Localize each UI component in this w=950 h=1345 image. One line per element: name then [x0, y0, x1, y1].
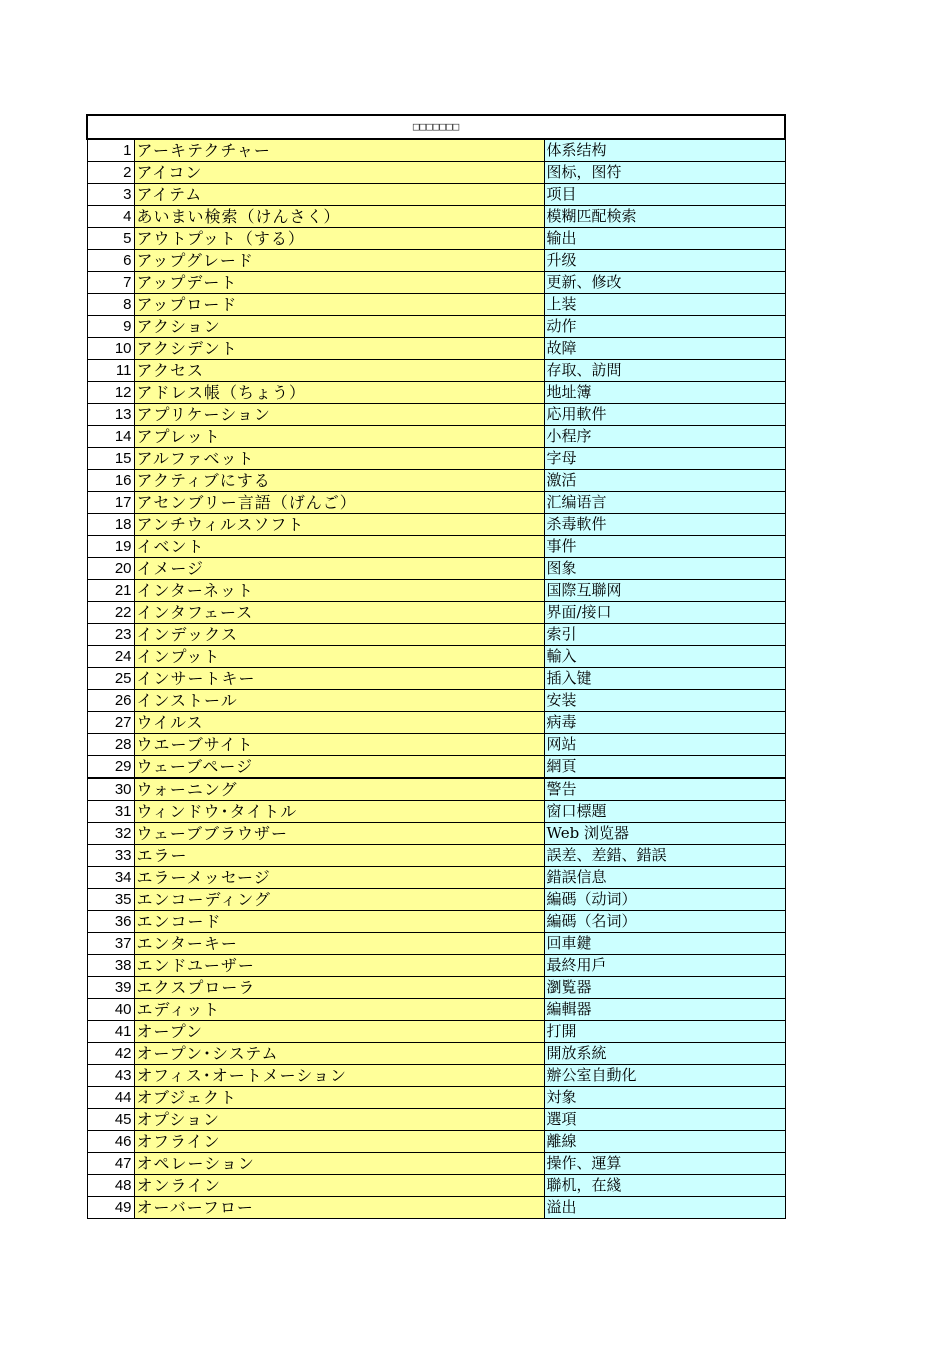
japanese-term-cell: ウエーブサイト: [134, 734, 544, 756]
row-number-cell: 25: [87, 668, 134, 690]
row-number-cell: 7: [87, 272, 134, 294]
chinese-term-cell: 事件: [544, 536, 785, 558]
japanese-term-cell: アドレス帳（ちょう）: [134, 382, 544, 404]
japanese-term-cell: オフライン: [134, 1131, 544, 1153]
chinese-term-cell: 誤差、差錯、錯誤: [544, 845, 785, 867]
japanese-term-cell: アーキテクチャー: [134, 139, 544, 162]
chinese-term-cell: 回車鍵: [544, 933, 785, 955]
chinese-term-cell: 応用軟件: [544, 404, 785, 426]
row-number-cell: 5: [87, 228, 134, 250]
table-row: [87, 646, 785, 668]
japanese-term-cell: ウェーブブラウザー: [134, 823, 544, 845]
chinese-term-cell: 字母: [544, 448, 785, 470]
japanese-term-cell: エラーメッセージ: [134, 867, 544, 889]
table-row: [87, 911, 785, 933]
japanese-term-cell: インサートキー: [134, 668, 544, 690]
title-row: [87, 115, 785, 139]
table-row: [87, 162, 785, 184]
japanese-term-cell: インタフェース: [134, 602, 544, 624]
row-number-cell: 47: [87, 1153, 134, 1175]
table-row: [87, 1175, 785, 1197]
japanese-term-cell: インデックス: [134, 624, 544, 646]
japanese-term-cell: オブジェクト: [134, 1087, 544, 1109]
japanese-term-cell: アップデート: [134, 272, 544, 294]
row-number-cell: 1: [87, 139, 134, 162]
table-row: [87, 955, 785, 977]
table-row: [87, 624, 785, 646]
table-row: [87, 316, 785, 338]
row-number-cell: 48: [87, 1175, 134, 1197]
row-number-cell: 24: [87, 646, 134, 668]
japanese-term-cell: インターネット: [134, 580, 544, 602]
row-number-cell: 2: [87, 162, 134, 184]
japanese-term-cell: エラー: [134, 845, 544, 867]
glossary-table-body: [87, 115, 785, 1219]
table-row: [87, 580, 785, 602]
table-row: [87, 933, 785, 955]
chinese-term-cell: 动作: [544, 316, 785, 338]
table-row: [87, 184, 785, 206]
table-row: [87, 889, 785, 911]
row-number-cell: 30: [87, 778, 134, 801]
table-row: [87, 823, 785, 845]
chinese-term-cell: 升级: [544, 250, 785, 272]
row-number-cell: 26: [87, 690, 134, 712]
row-number-cell: 16: [87, 470, 134, 492]
japanese-term-cell: アイコン: [134, 162, 544, 184]
chinese-term-cell: 地址簿: [544, 382, 785, 404]
table-row: [87, 294, 785, 316]
japanese-term-cell: アクション: [134, 316, 544, 338]
chinese-term-cell: 安装: [544, 690, 785, 712]
chinese-term-cell: 激活: [544, 470, 785, 492]
row-number-cell: 18: [87, 514, 134, 536]
japanese-term-cell: インプット: [134, 646, 544, 668]
table-row: [87, 734, 785, 756]
table-row: [87, 426, 785, 448]
japanese-term-cell: アウトプット（する）: [134, 228, 544, 250]
table-row: [87, 756, 785, 779]
chinese-term-cell: 警告: [544, 778, 785, 801]
japanese-term-cell: ウイルス: [134, 712, 544, 734]
chinese-term-cell: 輸入: [544, 646, 785, 668]
japanese-term-cell: エディット: [134, 999, 544, 1021]
row-number-cell: 44: [87, 1087, 134, 1109]
row-number-cell: 22: [87, 602, 134, 624]
table-row: [87, 845, 785, 867]
chinese-term-cell: 杀毒軟件: [544, 514, 785, 536]
japanese-term-cell: イメージ: [134, 558, 544, 580]
chinese-term-cell: 溢出: [544, 1197, 785, 1219]
table-row: [87, 272, 785, 294]
chinese-term-cell: 国際互聯网: [544, 580, 785, 602]
row-number-cell: 38: [87, 955, 134, 977]
row-number-cell: 40: [87, 999, 134, 1021]
table-row: [87, 492, 785, 514]
row-number-cell: 12: [87, 382, 134, 404]
japanese-term-cell: アプレット: [134, 426, 544, 448]
table-row: [87, 712, 785, 734]
chinese-term-cell: 対象: [544, 1087, 785, 1109]
table-row: [87, 1197, 785, 1219]
japanese-term-cell: オーバーフロー: [134, 1197, 544, 1219]
japanese-term-cell: インストール: [134, 690, 544, 712]
japanese-term-cell: オフィス･オートメーション: [134, 1065, 544, 1087]
row-number-cell: 23: [87, 624, 134, 646]
japanese-term-cell: オープン･システム: [134, 1043, 544, 1065]
chinese-term-cell: 編輯器: [544, 999, 785, 1021]
chinese-term-cell: 模糊匹配検索: [544, 206, 785, 228]
japanese-term-cell: アクセス: [134, 360, 544, 382]
row-number-cell: 35: [87, 889, 134, 911]
chinese-term-cell: 聯机，在綫: [544, 1175, 785, 1197]
japanese-term-cell: オープン: [134, 1021, 544, 1043]
japanese-term-cell: アクティブにする: [134, 470, 544, 492]
table-row: [87, 228, 785, 250]
japanese-term-cell: エクスプローラ: [134, 977, 544, 999]
japanese-term-cell: エンコーディング: [134, 889, 544, 911]
japanese-term-cell: アイテム: [134, 184, 544, 206]
table-row: [87, 690, 785, 712]
chinese-term-cell: 输出: [544, 228, 785, 250]
row-number-cell: 27: [87, 712, 134, 734]
table-row: [87, 602, 785, 624]
japanese-term-cell: あいまい検索（けんさく）: [134, 206, 544, 228]
japanese-term-cell: アップロード: [134, 294, 544, 316]
row-number-cell: 11: [87, 360, 134, 382]
japanese-term-cell: ウィンドウ･タイトル: [134, 801, 544, 823]
japanese-term-cell: アルファベット: [134, 448, 544, 470]
chinese-term-cell: 上装: [544, 294, 785, 316]
chinese-term-cell: 窗口標題: [544, 801, 785, 823]
chinese-term-cell: 插入键: [544, 668, 785, 690]
japanese-term-cell: ウォーニング: [134, 778, 544, 801]
row-number-cell: 31: [87, 801, 134, 823]
chinese-term-cell: 网站: [544, 734, 785, 756]
chinese-term-cell: 最終用戶: [544, 955, 785, 977]
row-number-cell: 15: [87, 448, 134, 470]
row-number-cell: 39: [87, 977, 134, 999]
row-number-cell: 29: [87, 756, 134, 779]
table-row: [87, 514, 785, 536]
japanese-term-cell: オプション: [134, 1109, 544, 1131]
table-row: [87, 206, 785, 228]
row-number-cell: 13: [87, 404, 134, 426]
table-row: [87, 139, 785, 162]
row-number-cell: 19: [87, 536, 134, 558]
table-row: [87, 1153, 785, 1175]
row-number-cell: 42: [87, 1043, 134, 1065]
japanese-term-cell: エンコード: [134, 911, 544, 933]
japanese-term-cell: アップグレード: [134, 250, 544, 272]
chinese-term-cell: 開放系統: [544, 1043, 785, 1065]
row-number-cell: 49: [87, 1197, 134, 1219]
chinese-term-cell: 项目: [544, 184, 785, 206]
table-row: [87, 360, 785, 382]
japanese-term-cell: イベント: [134, 536, 544, 558]
table-row: [87, 250, 785, 272]
chinese-term-cell: 图象: [544, 558, 785, 580]
chinese-term-cell: 網頁: [544, 756, 785, 779]
row-number-cell: 4: [87, 206, 134, 228]
table-row: [87, 1021, 785, 1043]
table-row: [87, 536, 785, 558]
row-number-cell: 34: [87, 867, 134, 889]
japanese-term-cell: アクシデント: [134, 338, 544, 360]
row-number-cell: 14: [87, 426, 134, 448]
row-number-cell: 21: [87, 580, 134, 602]
row-number-cell: 46: [87, 1131, 134, 1153]
table-row: [87, 1087, 785, 1109]
row-number-cell: 28: [87, 734, 134, 756]
row-number-cell: 9: [87, 316, 134, 338]
row-number-cell: 33: [87, 845, 134, 867]
japanese-term-cell: アンチウィルスソフト: [134, 514, 544, 536]
table-row: [87, 668, 785, 690]
table-row: [87, 404, 785, 426]
table-row: [87, 1109, 785, 1131]
row-number-cell: 36: [87, 911, 134, 933]
table-row: [87, 977, 785, 999]
japanese-term-cell: アプリケーション: [134, 404, 544, 426]
row-number-cell: 3: [87, 184, 134, 206]
chinese-term-cell: 病毒: [544, 712, 785, 734]
chinese-term-cell: 編碼（名词）: [544, 911, 785, 933]
table-title: □□□□□□□: [87, 115, 785, 139]
chinese-term-cell: 界面/接口: [544, 602, 785, 624]
row-number-cell: 37: [87, 933, 134, 955]
table-row: [87, 1065, 785, 1087]
chinese-term-cell: 編碼（动词）: [544, 889, 785, 911]
row-number-cell: 6: [87, 250, 134, 272]
table-row: [87, 470, 785, 492]
japanese-term-cell: オペレーション: [134, 1153, 544, 1175]
chinese-term-cell: 離線: [544, 1131, 785, 1153]
table-row: [87, 558, 785, 580]
japanese-term-cell: エンドユーザー: [134, 955, 544, 977]
row-number-cell: 45: [87, 1109, 134, 1131]
table-row: [87, 1043, 785, 1065]
japanese-term-cell: オンライン: [134, 1175, 544, 1197]
chinese-term-cell: 小程序: [544, 426, 785, 448]
chinese-term-cell: 汇编语言: [544, 492, 785, 514]
chinese-term-cell: 操作、運算: [544, 1153, 785, 1175]
chinese-term-cell: 存取、訪問: [544, 360, 785, 382]
table-row: [87, 338, 785, 360]
row-number-cell: 41: [87, 1021, 134, 1043]
row-number-cell: 10: [87, 338, 134, 360]
table-row: [87, 382, 785, 404]
chinese-term-cell: 更新、修改: [544, 272, 785, 294]
table-row: [87, 1131, 785, 1153]
chinese-term-cell: Web 浏览器: [544, 823, 785, 845]
chinese-term-cell: 索引: [544, 624, 785, 646]
row-number-cell: 32: [87, 823, 134, 845]
table-row: [87, 999, 785, 1021]
japanese-term-cell: エンターキー: [134, 933, 544, 955]
chinese-term-cell: 瀏覧器: [544, 977, 785, 999]
row-number-cell: 8: [87, 294, 134, 316]
chinese-term-cell: 故障: [544, 338, 785, 360]
table-row: [87, 801, 785, 823]
chinese-term-cell: 图标，图符: [544, 162, 785, 184]
japanese-term-cell: アセンブリー言語（げんご）: [134, 492, 544, 514]
chinese-term-cell: 打開: [544, 1021, 785, 1043]
chinese-term-cell: 体系结构: [544, 139, 785, 162]
row-number-cell: 20: [87, 558, 134, 580]
row-number-cell: 43: [87, 1065, 134, 1087]
table-row: [87, 778, 785, 801]
table-row: [87, 448, 785, 470]
chinese-term-cell: 選項: [544, 1109, 785, 1131]
japanese-term-cell: ウェーブページ: [134, 756, 544, 779]
chinese-term-cell: 辦公室自動化: [544, 1065, 785, 1087]
table-row: [87, 867, 785, 889]
chinese-term-cell: 錯誤信息: [544, 867, 785, 889]
glossary-table: [86, 114, 786, 1219]
row-number-cell: 17: [87, 492, 134, 514]
